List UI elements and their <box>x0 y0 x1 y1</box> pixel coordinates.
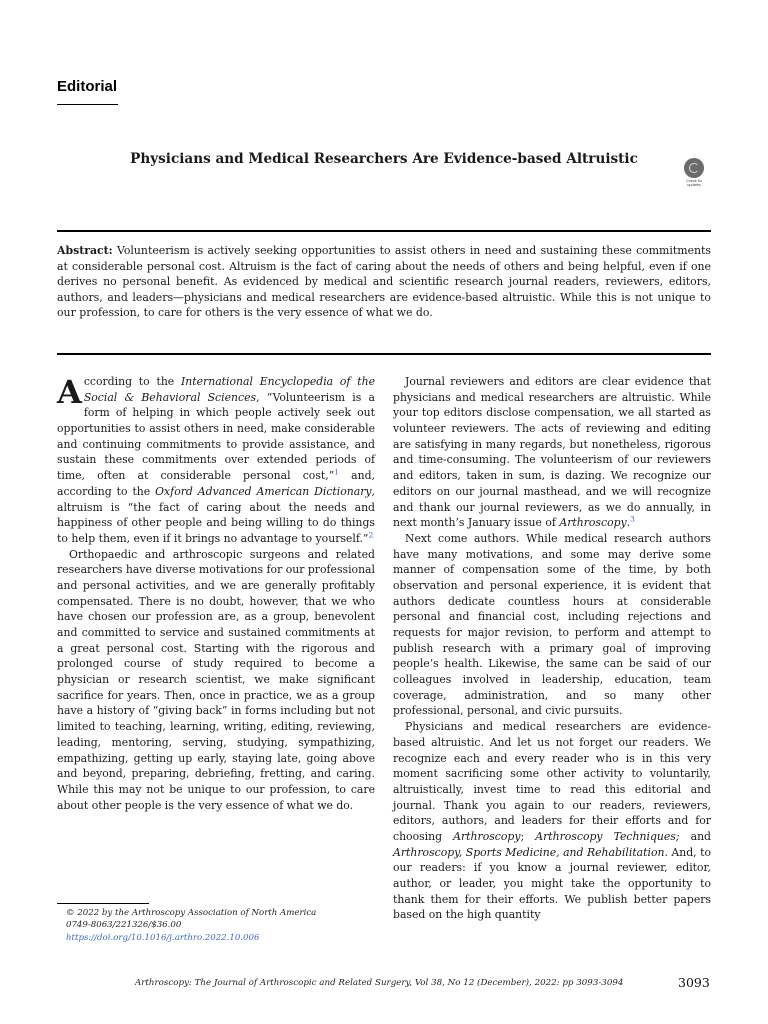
abstract-top-rule <box>57 230 711 232</box>
abstract-bottom-rule <box>57 353 711 355</box>
text-run: Physicians and medical researchers are evidence-based altruistic. And let us not forget our readers. We recognize each and every reader who is in this very moment sacrificing some other activity to voluntarily, altruistically, invest time to read this editorial and journal. Thank you again to our readers, reviewers, editors, authors, and leaders for their efforts and for choosing <box>393 720 711 843</box>
text-run: and <box>679 829 711 843</box>
paragraph-1 <box>57 374 375 547</box>
abstract-text: Volunteerism is actively seeking opportunities to assist others in need and sustaining these commitments at considerable personal cost. Altruism is the fact of caring about the needs of others and being helpful, even if one derives no personal benefit. As evidenced by medical and scientific research journal readers, reviewers, editors, authors, and leaders—physicians and medical researchers are evidence-based altruistic. While this is not unique to our profession, to care for others is the very essence of what we do. <box>57 244 711 320</box>
footnote-rule <box>57 903 149 904</box>
text-run: , altruism is “the fact of caring about the needs and happiness of other people and being willing to do things to help them, even if it brings no advantage to yourself.” <box>57 484 375 545</box>
footer-citation: Arthroscopy: The Journal of Arthroscopic and Related Surgery, Vol 38, No 12 (December), 2022: pp 3093-3094 <box>135 978 624 988</box>
text-run: ccording to the <box>83 375 181 388</box>
journal-name: Arthroscopy <box>559 516 627 530</box>
encyclopedia-title: International Encyclopedia of the Social & Behavioral Sciences <box>83 375 375 404</box>
journal-name: Arthroscopy, Sports Medicine, and Rehabilitation <box>393 845 665 859</box>
journal-name: Arthroscopy Techniques; <box>535 829 680 843</box>
reference-link-1[interactable]: 1 <box>334 467 340 477</box>
abstract-label: Abstract: <box>57 244 113 257</box>
text-run: . And, to our readers: if you know a journal reviewer, editor, author, or leader, you might take the opportunity to thank them for their efforts. We publish better papers based on the high quantity <box>393 845 711 922</box>
text-run: , “Volunteerism is a form of helping in which people actively seek out opportunities to assist others in need, make considerable and continuing commitments to provide assistance, and sustain these commitments over extended periods of time, often at considerable personal cost,” <box>57 390 375 483</box>
section-label-rule <box>57 104 118 105</box>
paragraph-4: Next come authors. While medical research authors have many motivations, and some may derive some manner of compensation some of the time, by both observation and personal experience, it is evident that authors dedicate countless hours at considerable personal and financial cost, including rejections and requests for major revision, to perform and attempt to publish research with a primary goal of improving people’s health. Likewise, the same can be said of our colleagues involved in leadership, education, team coverage, administration, and so many other professional, personal, and civic pursuits. <box>393 531 711 718</box>
journal-name: Arthroscopy <box>453 829 521 843</box>
article-title: Physicians and Medical Researchers Are Evidence-based Altruistic <box>130 151 638 167</box>
paragraph-3 <box>393 374 711 531</box>
reference-link-2[interactable]: 2 <box>368 530 374 540</box>
copyright-line: © 2022 by the Arthroscopy Association of North America <box>66 908 317 918</box>
text-run: and, according to the <box>57 469 375 498</box>
dictionary-title: Oxford Advanced American Dictionary <box>155 484 372 498</box>
abstract <box>57 243 711 321</box>
left-column <box>57 374 375 813</box>
drop-cap: A <box>57 373 82 411</box>
check-for-updates-icon <box>684 158 704 178</box>
text-run: Journal reviewers and editors are clear evidence that physicians and medical researchers are altruistic. While your top editors disclose compensation, we all started as volunteer reviewers. The acts of reviewing and editing are satisfying in many regards, but nonetheless, rigorous and time-consuming. The volunteerism of our reviewers and editors, taken in sum, is dazing. We recognize our editors on our journal masthead, and we will recognize and thank our journal reviewers, as we do annually, in next month’s January issue of <box>393 375 711 530</box>
badge-text: Check for updates <box>685 179 703 188</box>
check-for-updates-badge[interactable] <box>679 158 709 190</box>
right-column <box>393 374 711 923</box>
page-number: 3093 <box>678 975 710 990</box>
copyright-footnote <box>66 907 366 944</box>
text-run: . <box>626 516 631 530</box>
reference-link-3[interactable]: 3 <box>630 514 635 524</box>
doi-link[interactable]: https://doi.org/10.1016/j.arthro.2022.10.006 <box>66 932 260 943</box>
paragraph-5 <box>393 719 711 923</box>
paragraph-2: Orthopaedic and arthroscopic surgeons and related researchers have diverse motivations for our professional and personal activities, and we are generally profitably compensated. There is no doubt, however, that we who have chosen our profession are, as a group, benevolent and committed to service and sustained commitments at a great personal cost. Starting with the rigorous and prolonged course of study required to become a physician or research scientist, we make significant sacrifice for years. Then, once in practice, we as a group have a history of “giving back” in forms including but not limited to teaching, learning, writing, editing, reviewing, leading, mentoring, serving, studying, sympathizing, empathizing, getting up early, staying late, going above and beyond, preparing, debriefing, fretting, and caring. While this may not be unique to our profession, to care about other people is the very essence of what we do. <box>57 547 375 812</box>
issn-line: 0749-8063/221326/$36.00 <box>66 920 182 931</box>
section-label: Editorial <box>57 78 118 95</box>
text-run: ; <box>520 829 536 843</box>
